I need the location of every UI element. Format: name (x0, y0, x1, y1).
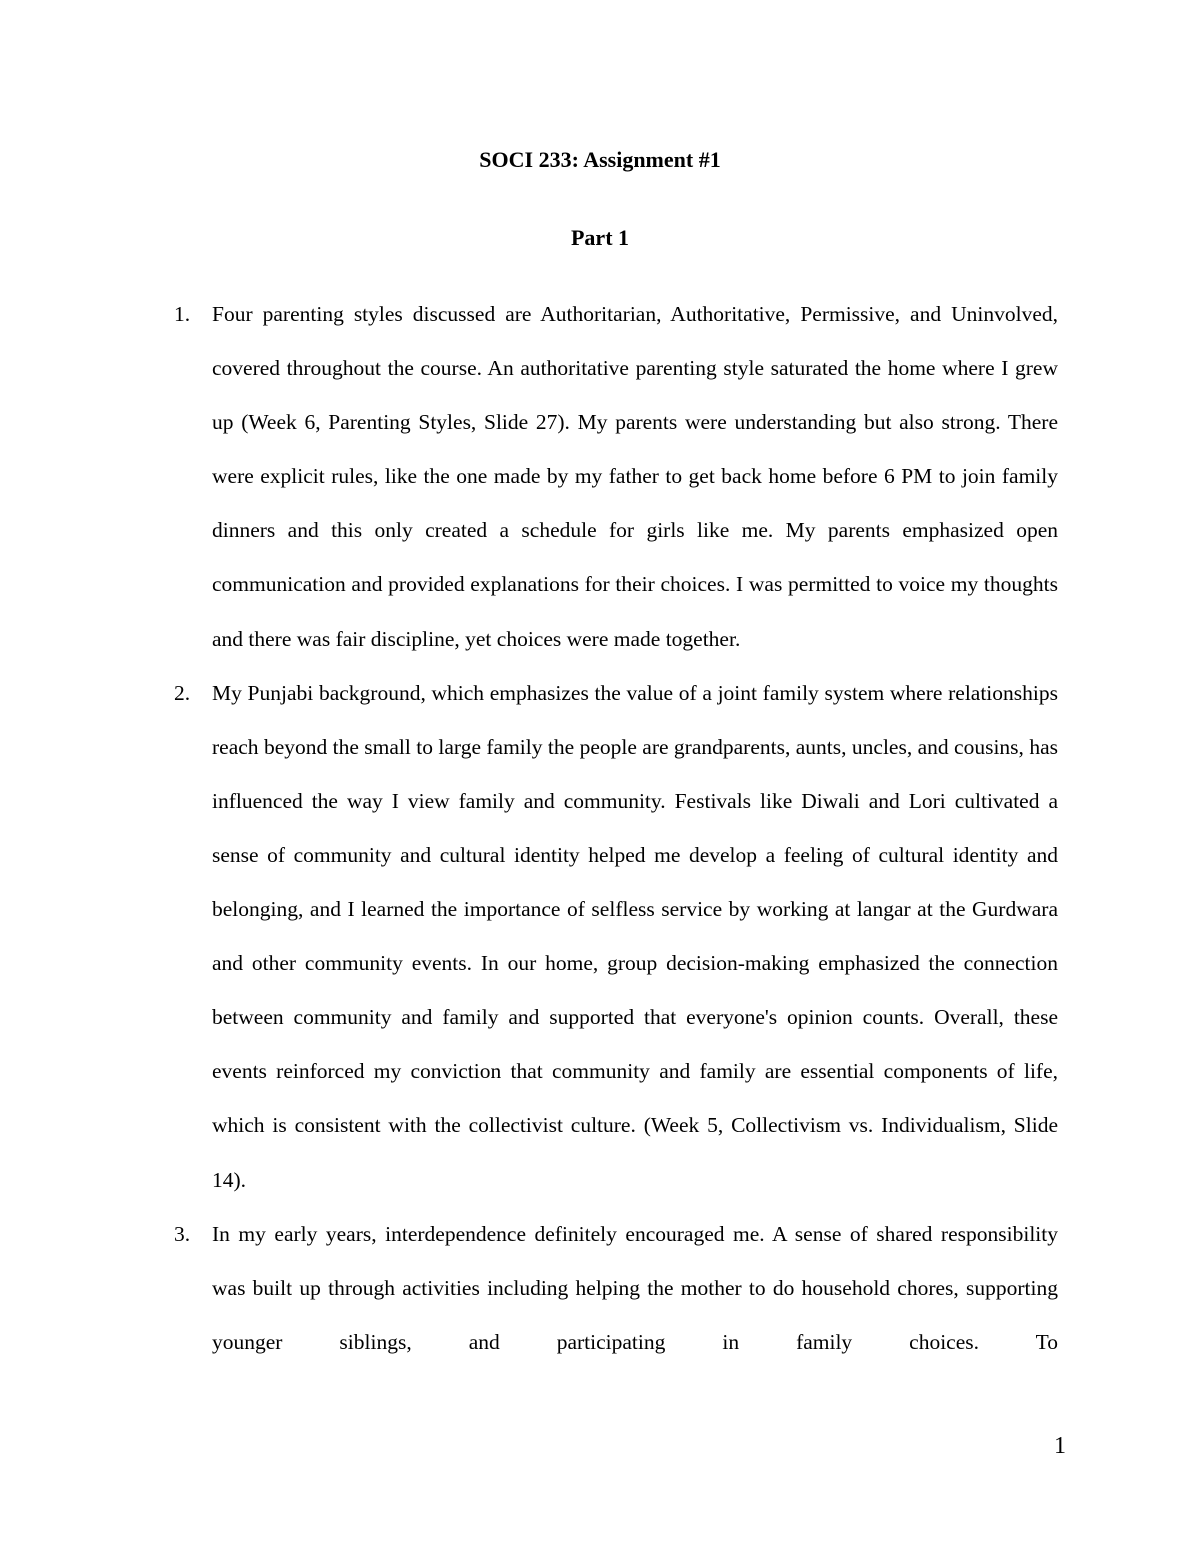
answer-list (174, 287, 1058, 1369)
list-item-text: Four parenting styles discussed are Authoritarian, Authoritative, Permissive, and Uninvolved, covered throughout the course. An authoritative parenting style saturated the home where I grew up (Week 6, Parenting Styles, Slide 27). My parents were understanding but also strong. There were explicit rules, like the one made by my father to get back home before 6 PM to join family dinners and this only created a schedule for girls like me. My parents emphasized open communication and provided explanations for their choices. I was permitted to voice my thoughts and there was fair discipline, yet choices were made together. (212, 302, 1058, 651)
list-item-text: In my early years, interdependence definitely encouraged me. A sense of shared responsibility was built up through activities including helping the mother to do household chores, supporting younger siblings, and participating in family choices. To (212, 1221, 1058, 1354)
list-item-number: 1. (174, 302, 191, 326)
list-item-text: My Punjabi background, which emphasizes the value of a joint family system where relationships reach beyond the small to large family the people are grandparents, aunts, uncles, and cousins, has influenced the way I view family and community. Festivals like Diwali and Lori cultivated a sense of community and cultural identity helped me develop a feeling of cultural identity and belonging, and I learned the importance of selfless service by working at langar at the Gurdwara and other community events. In our home, group decision-making emphasized the connection between community and family and supported that everyone's opinion counts. Overall, these events reinforced my conviction that community and family are essential components of life, which is consistent with the collectivist culture. (Week 5, Collectivism vs. Individualism, Slide 14). (212, 680, 1058, 1192)
list-item (174, 1207, 1058, 1369)
page-number: 1 (1054, 1433, 1066, 1459)
list-item (174, 666, 1058, 1207)
list-item (174, 287, 1058, 666)
section-heading: Part 1 (570, 225, 630, 250)
document-title: SOCI 233: Assignment #1 (479, 147, 721, 172)
list-item-number: 2. (174, 680, 191, 705)
list-item-number: 3. (174, 1221, 191, 1246)
